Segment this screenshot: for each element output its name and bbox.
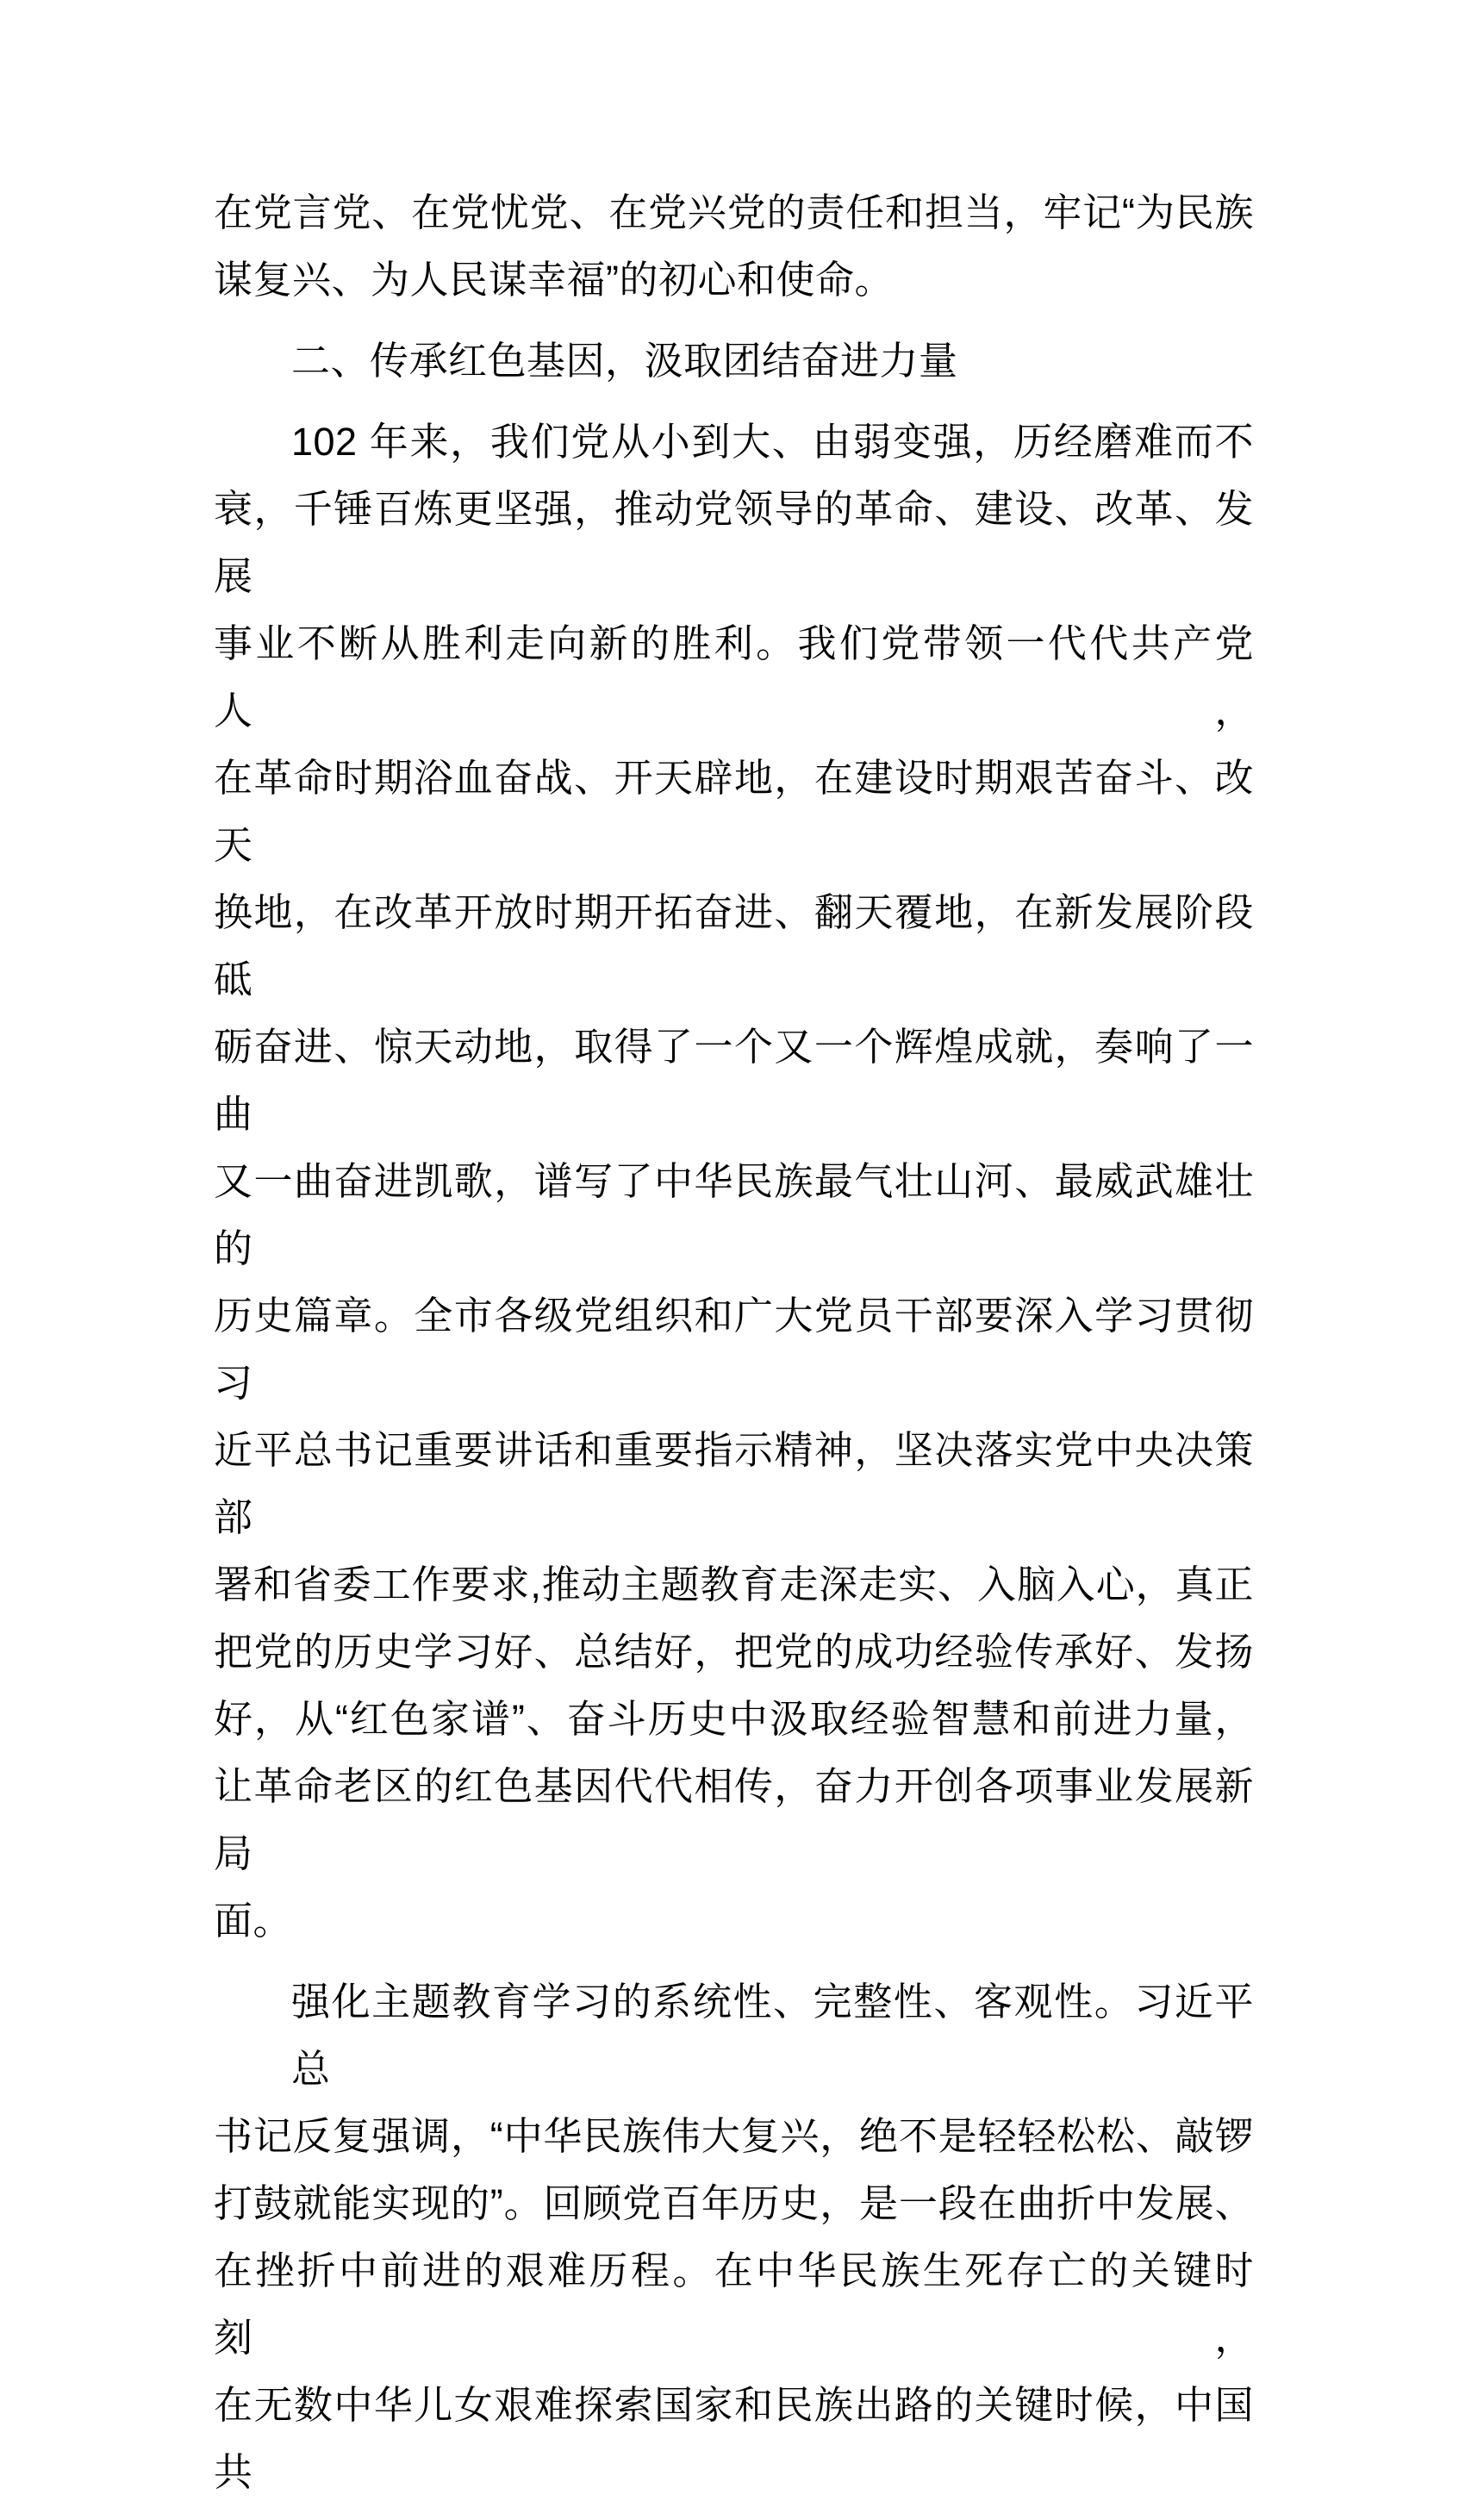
- document-body: [214, 179, 1254, 2520]
- paragraph: [214, 179, 1254, 314]
- section-heading: [214, 327, 1254, 395]
- text-line: 102 年来，我们党从小到大、由弱变强，历经磨难而不: [291, 420, 1254, 464]
- text-line: 在党言党、在党忧党、在党兴党的责任和担当，牢记“为民族: [214, 190, 1254, 234]
- text-line: 把党的历史学习好、总结好，把党的成功经验传承好、发扬: [214, 1630, 1254, 1674]
- paragraph: [214, 409, 1254, 1955]
- text-line: 打鼓就能实现的”。回顾党百年历史，是一段在曲折中发展、: [214, 2181, 1254, 2225]
- heading-line: 二、传承红色基因，汲取团结奋进力量: [291, 339, 958, 383]
- text-line: 好，从“红色家谱”、奋斗历史中汲取经验智慧和前进力量，: [214, 1697, 1254, 1741]
- text-line: 让革命老区的红色基因代代相传，奋力开创各项事业发展新局: [214, 1764, 1254, 1875]
- text-line: 衰，千锤百炼更坚强，推动党领导的革命、建设、改革、发展: [214, 487, 1254, 598]
- text-line: 砺奋进、惊天动地，取得了一个又一个辉煌成就，奏响了一曲: [214, 1025, 1254, 1136]
- text-line: 在革命时期浴血奋战、开天辟地，在建设时期艰苦奋斗、改天: [214, 756, 1254, 867]
- text-line: 署和省委工作要求,推动主题教育走深走实、入脑入心，真正: [214, 1563, 1254, 1606]
- paragraph: [214, 1968, 1254, 2506]
- text-line: 面。: [214, 1899, 293, 1943]
- text-line: 在挫折中前进的艰难历程。在中华民族生死存亡的关键时刻，: [214, 2249, 1254, 2360]
- text-line: 书记反复强调，“中华民族伟大复兴，绝不是轻轻松松、敲锣: [214, 2114, 1254, 2158]
- text-line: 事业不断从胜利走向新的胜利。我们党带领一代代共产党人，: [214, 621, 1254, 733]
- text-line: 近平总书记重要讲话和重要指示精神，坚决落实党中央决策部: [214, 1428, 1254, 1539]
- text-line: 在无数中华儿女艰难探索国家和民族出路的关键时候，中国共: [214, 2383, 1254, 2494]
- text-line: 强化主题教育学习的系统性、完整性、客观性。习近平总: [291, 1980, 1254, 2091]
- text-line: 历史篇章。全市各级党组织和广大党员干部要深入学习贯彻习: [214, 1294, 1254, 1405]
- text-line: 又一曲奋进凯歌，谱写了中华民族最气壮山河、最威武雄壮的: [214, 1159, 1254, 1270]
- text-line: 谋复兴、为人民谋幸福”的初心和使命。: [214, 258, 894, 302]
- text-line: 换地，在改革开放时期开拓奋进、翻天覆地，在新发展阶段砥: [214, 890, 1254, 1001]
